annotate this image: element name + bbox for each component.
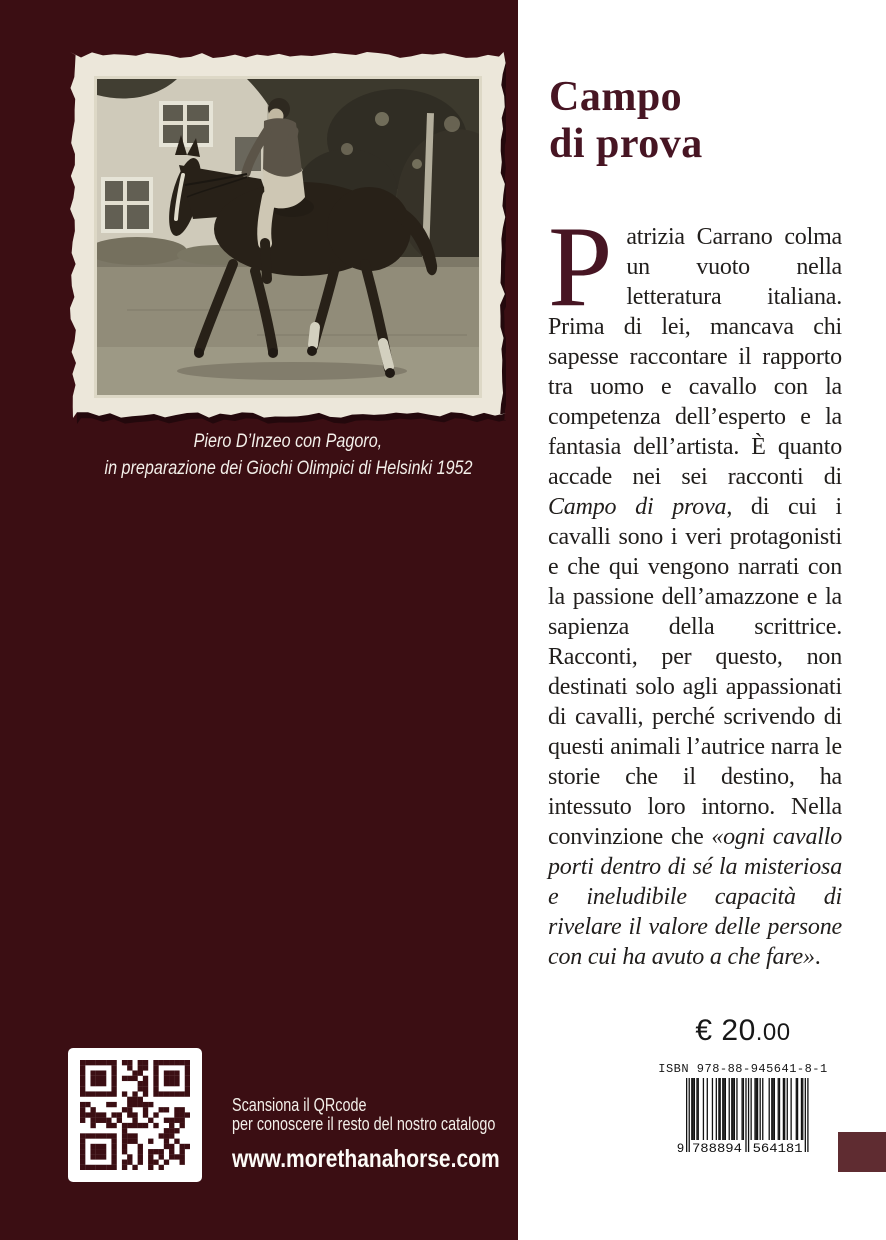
qr-code-icon [80,1060,190,1170]
caption-line-1: Piero D’Inzeo con Pagoro, [193,431,383,452]
blurb-text: Patrizia Carrano colma un vuoto nella letteratura italiana. Prima di lei, mancava chi sapesse raccontare il rapporto tra uomo e cavallo con la competenza dell’esperto e la fantasia dell’artista. È quanto accade nei sei racconti di Campo di prova, di cui i cavalli sono i veri protagonisti e che qui vengono narrati con la passione dell’amazzone e la sapienza della scrittrice. Racconti, per questo, non destinati solo agli appassionati di cavalli, perché scrivendo di questi animali l’autrice narra le storie che il destino, ha intessuto loro intorno. Nella convinzione che «ogni cavallo porti dentro di sé la misteriosa e ineludibile capacità di rivelare il valore delle persone con cui ha avuto a che fare». [548,203,842,970]
scan-line-1: Scansiona il QRcode [232,1095,367,1115]
price-cents: .00 [755,1019,791,1046]
right-panel [518,0,886,1240]
price-symbol: € [695,1014,722,1047]
drop-cap: P [548,203,613,331]
corner-mark [838,1132,886,1172]
title-line-1: Campo [549,74,683,120]
isbn-label: ISBN 978-88-945641-8-1 [658,1062,828,1076]
scan-line-2: per conoscere il resto del nostro catalogo [232,1114,496,1134]
price [638,1014,848,1050]
website-url: www.morethanahorse.com [232,1145,500,1173]
caption-line-2: in preparazione dei Giochi Olimpici di Helsinki 1952 [103,458,473,479]
scan-text [232,1096,561,1134]
barcode-digits: 788894 [691,1142,742,1156]
title-line-2: di prova [549,121,703,167]
vintage-photo-horse-and-rider [70,52,506,424]
photo-scene [87,79,506,395]
book-title [549,74,703,168]
price-amount: 20 [721,1014,756,1047]
photo-caption [70,428,506,482]
ean-barcode [676,1078,810,1168]
barcode-digits: 564181 [752,1142,803,1156]
qr-code-box [68,1048,202,1182]
barcode-digits: 9 [676,1142,685,1156]
